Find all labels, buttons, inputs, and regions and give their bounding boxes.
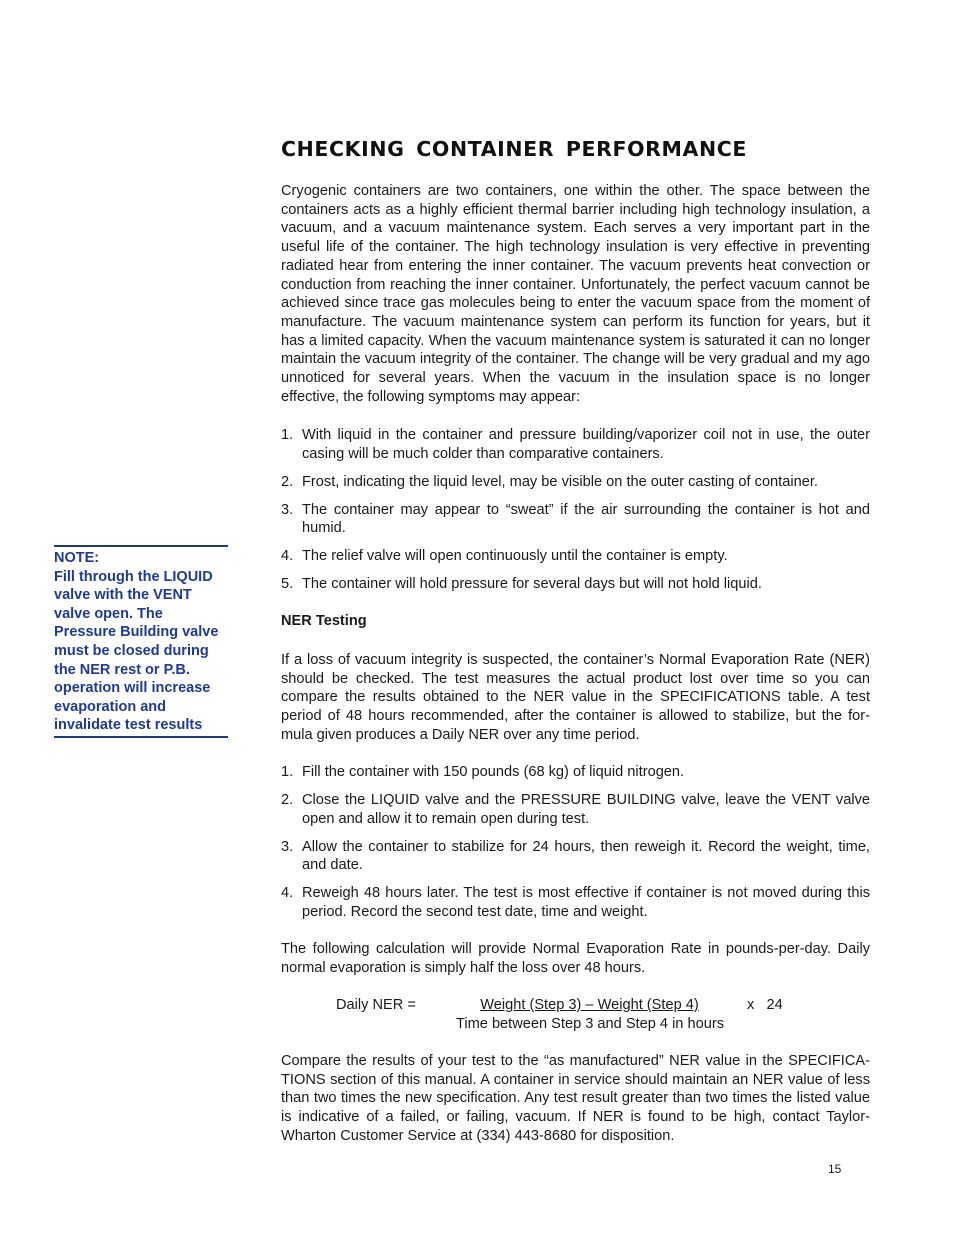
list-item: 3. Allow the container to stabilize for 24 hours, then reweigh it. Record the weight, time, and date. <box>281 838 870 874</box>
ner-testing-heading: NER Testing <box>281 613 367 629</box>
formula-denominator: Time between Step 3 and Step 4 in hours <box>456 1016 724 1032</box>
list-item: 2. Frost, indicating the liquid level, may be visible on the outer casting of container. <box>281 473 818 490</box>
formula-label: Daily NER = <box>336 997 416 1013</box>
list-item: 1. Fill the container with 150 pounds (68 kg) of liquid nitrogen. <box>281 764 685 780</box>
intro-paragraph: Cryogenic containers are two containers, one within the other. The space between the containers acts as a highly efficient thermal barrier including high technology insulation, a vacuum, and a vacuum maintenance system. Each serves a very important part in the useful life of the container. The high technology insulation is very effective in preventing radiated hear from entering the inner container. The vacuum prevents heat convection or conduction from reaching the inner container. Unfortunately, the perfect vacuum cannot be achieved since trace gas molecules being to enter the vacuum space from the moment of manufacture. The vacuum maintenance system can perform its function for years, but it has a limited capacity. When the vacuum maintenance system is saturated it can no longer maintain the vacuum integrity of the container. The change will be very gradual and my ago unnoticed for several years. When the vacuum in the insulation space is no longer effective, the following symptoms may appear: <box>281 183 870 405</box>
closing-paragraph: Compare the results of your test to the “as manufactured” NER value in the SPECIFICA-TIONS section of this manual. A container in service should maintain an NER value of less than two times the new specification. Any test result greater than two times the listed value is indicative of a failed, or failing, vacuum. If NER is found to be high, contact Taylor-Wharton Customer Service at (334) 443-8680 for disposition. <box>281 1053 870 1144</box>
formula-multiplier: x 24 <box>747 997 783 1013</box>
page-number: 15 <box>828 1162 842 1176</box>
list-item: 3. The container may appear to “sweat” if the air surrounding the container is hot and humid. <box>281 501 870 537</box>
note-box <box>54 545 228 738</box>
list-item: 4. Reweigh 48 hours later. The test is most effective if container is not moved during this period. Record the second test date, time and weight. <box>281 885 870 921</box>
list-item: 4. The relief valve will open continuously until the container is empty. <box>281 548 728 565</box>
formula-numerator: Weight (Step 3) – Weight (Step 4) <box>480 997 699 1013</box>
ner-steps-list <box>281 763 870 931</box>
symptoms-list <box>281 426 870 603</box>
page-title: CHECKING CONTAINER PERFORMANCE <box>281 137 747 161</box>
calculation-intro: The following calculation will provide Normal Evaporation Rate in pounds-per-day. Daily normal evaporation is simply half the loss over 48 hours. <box>281 941 870 976</box>
list-item: 5. The container will hold pressure for several days but will not hold liquid. <box>281 576 762 593</box>
list-item: 2. Close the LIQUID valve and the PRESSURE BUILDING valve, leave the VENT valve open and allow it to remain open during test. <box>281 792 870 827</box>
note-text: Fill through the LIQUID valve with the VENT valve open. The Pressure Building valve must be closed during the NER rest or P.B. operation will increase evaporation and invalidate test results <box>54 568 219 734</box>
ner-intro-paragraph: If a loss of vacuum integrity is suspected, the container’s Normal Evaporation Rate (NER) should be checked. The test measures the actual product lost over time so you can compare the results obtained to the NER value in the SPECIFICATIONS table. A test period of 48 hours recommended, after the container is allowed to stabilize, but the for-mula given produces a Daily NER over any time period. <box>281 652 870 743</box>
note-label: NOTE: <box>54 550 100 566</box>
list-item: 1. With liquid in the container and pressure building/vaporizer coil not in use, the outer casing will be much colder than comparative containers. <box>281 427 870 462</box>
